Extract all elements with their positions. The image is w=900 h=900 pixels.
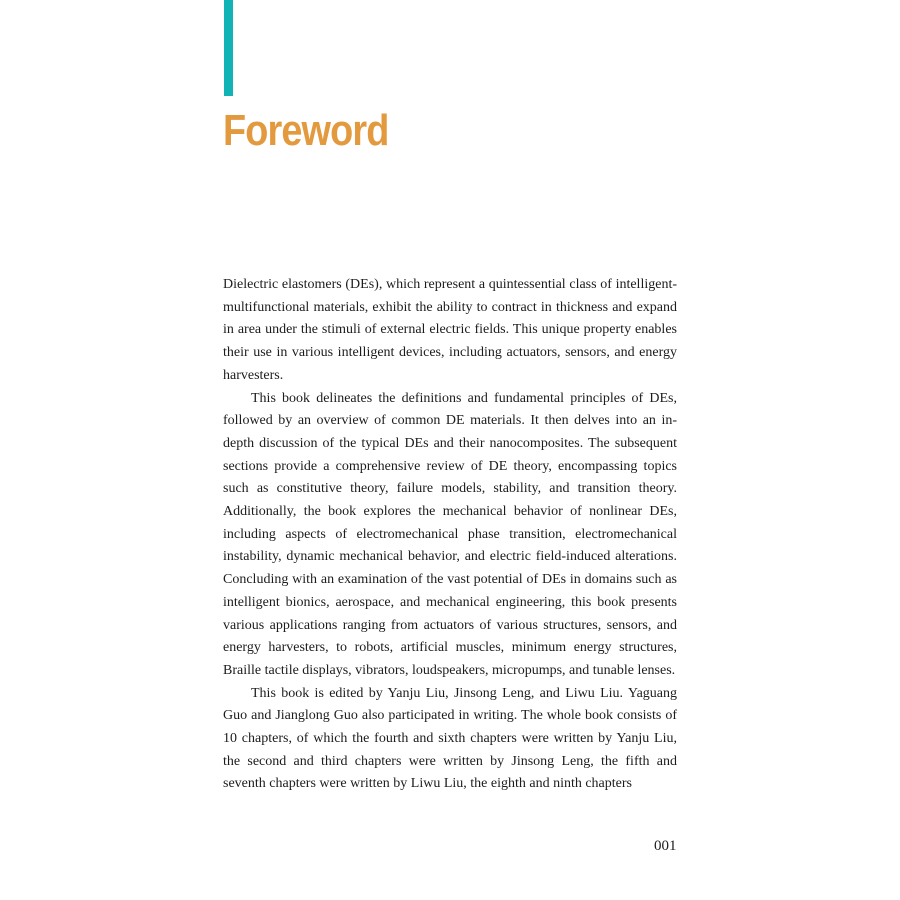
accent-bar: [224, 0, 233, 96]
body-text: [223, 274, 677, 796]
page-number: 001: [654, 838, 677, 854]
paragraph-intro: Dielectric elastomers (DEs), which represent a quintessential class of intelligent-multifunctional materials, exhibit the ability to contract in thickness and expand in area under the stimuli of external electric fields. This unique property enables their use in various intelligent devices, including actuators, sensors, and energy harvesters.: [223, 277, 677, 383]
paragraph-contents: This book delineates the definitions and fundamental principles of DEs, followed by an overview of common DE materials. It then delves into an in-depth discussion of the typical DEs and their nanocomposites. The subsequent sections provide a comprehensive review of DE theory, encompassing topics such as constitutive theory, failure models, stability, and transition theory. Additionally, the book explores the mechanical behavior of nonlinear DEs, including aspects of electromechanical phase transition, electromechanical instability, dynamic mechanical behavior, and electric field-induced alterations. Concluding with an examination of the vast potential of DEs in domains such as intelligent bionics, aerospace, and mechanical engineering, this book presents various applications ranging from actuators of various structures, sensors, and energy harvesters, to robots, artificial muscles, minimum energy structures, Braille tactile displays, vibrators, loudspeakers, micropumps, and tunable lenses.: [223, 390, 677, 678]
page-title: Foreword: [223, 106, 389, 155]
paragraph-authors: This book is edited by Yanju Liu, Jinsong Leng, and Liwu Liu. Yaguang Guo and Jianglong Guo also participated in writing. The whole book consists of 10 chapters, of which the fourth and sixth chapters were written by Yanju Liu, the second and third chapters were written by Jinsong Leng, the fifth and seventh chapters were written by Liwu Liu, the eighth and ninth chapters: [223, 685, 677, 792]
